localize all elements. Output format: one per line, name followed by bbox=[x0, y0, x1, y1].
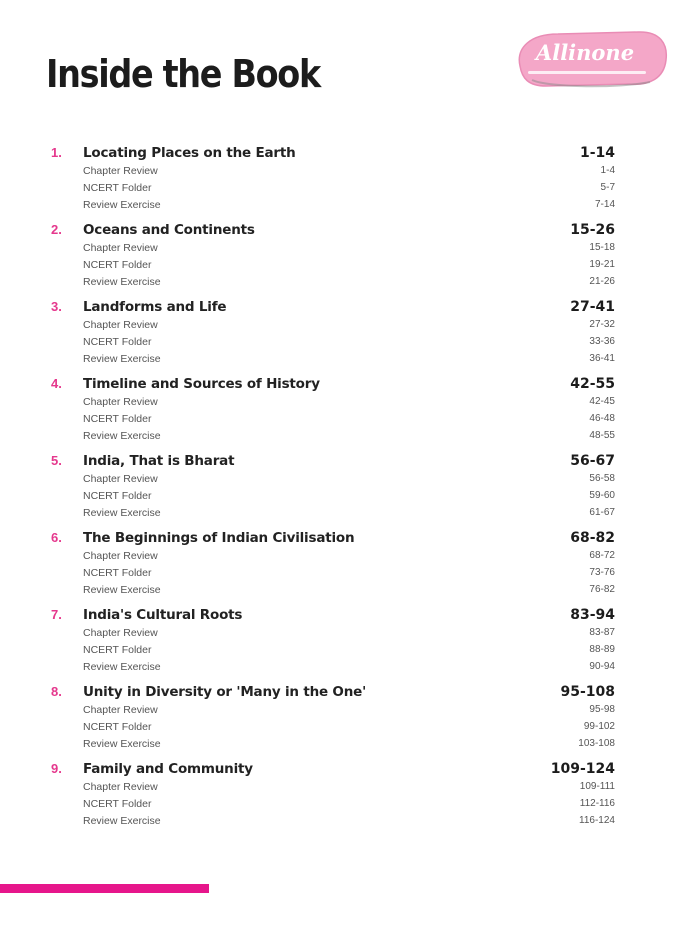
section-label[interactable]: Chapter Review bbox=[83, 550, 158, 562]
chapter-number: 1. bbox=[51, 145, 62, 160]
section-page-range: 109-111 bbox=[579, 781, 615, 792]
chapter-page-range: 68-82 bbox=[570, 530, 615, 546]
section-page-range: 7-14 bbox=[594, 199, 615, 210]
chapter-number: 2. bbox=[51, 222, 62, 237]
chapter-page-range: 42-55 bbox=[570, 376, 615, 392]
page-title: Inside the Book bbox=[46, 52, 320, 96]
logo-tagline bbox=[528, 71, 646, 74]
section-label[interactable]: Review Exercise bbox=[83, 276, 161, 288]
chapter-title[interactable]: Landforms and Life bbox=[83, 299, 227, 315]
chapter-title[interactable]: India's Cultural Roots bbox=[83, 607, 243, 623]
section-label[interactable]: Chapter Review bbox=[83, 627, 158, 639]
section-page-range: 76-82 bbox=[589, 584, 615, 595]
section-page-range: 33-36 bbox=[589, 336, 615, 347]
section-label[interactable]: Review Exercise bbox=[83, 353, 161, 365]
section-page-range: 103-108 bbox=[578, 738, 615, 749]
chapter-page-range: 109-124 bbox=[550, 761, 615, 777]
section-page-range: 36-41 bbox=[589, 353, 615, 364]
chapter-title[interactable]: Unity in Diversity or 'Many in the One' bbox=[83, 684, 367, 700]
section-page-range: 59-60 bbox=[589, 490, 615, 501]
chapter-page-range: 56-67 bbox=[570, 453, 615, 469]
chapter-title[interactable]: India, That is Bharat bbox=[83, 453, 235, 469]
section-label[interactable]: NCERT Folder bbox=[83, 721, 152, 733]
section-label[interactable]: NCERT Folder bbox=[83, 644, 152, 656]
section-label[interactable]: Review Exercise bbox=[83, 738, 161, 750]
section-label[interactable]: Review Exercise bbox=[83, 507, 161, 519]
section-page-range: 112-116 bbox=[579, 798, 615, 809]
section-page-range: 90-94 bbox=[589, 661, 615, 672]
chapter-title[interactable]: The Beginnings of Indian Civilisation bbox=[83, 530, 355, 546]
section-label[interactable]: Chapter Review bbox=[83, 165, 158, 177]
section-label[interactable]: Review Exercise bbox=[83, 199, 161, 211]
section-label[interactable]: Chapter Review bbox=[83, 781, 158, 793]
chapter-number: 4. bbox=[51, 376, 62, 391]
section-label[interactable]: NCERT Folder bbox=[83, 798, 152, 810]
section-page-range: 83-87 bbox=[589, 627, 615, 638]
allinone-logo bbox=[510, 22, 670, 94]
section-page-range: 46-48 bbox=[589, 413, 615, 424]
section-page-range: 21-26 bbox=[589, 276, 615, 287]
section-label[interactable]: Chapter Review bbox=[83, 473, 158, 485]
section-label[interactable]: NCERT Folder bbox=[83, 567, 152, 579]
chapter-number: 8. bbox=[51, 684, 62, 699]
chapter-page-range: 83-94 bbox=[570, 607, 615, 623]
chapter-page-range: 1-14 bbox=[579, 145, 615, 161]
section-page-range: 15-18 bbox=[589, 242, 615, 253]
chapter-title[interactable]: Oceans and Continents bbox=[83, 222, 255, 238]
section-label[interactable]: Review Exercise bbox=[83, 815, 161, 827]
chapter-number: 3. bbox=[51, 299, 62, 314]
section-label[interactable]: Chapter Review bbox=[83, 704, 158, 716]
chapter-number: 9. bbox=[51, 761, 62, 776]
section-page-range: 1-4 bbox=[600, 165, 615, 176]
chapter-number: 5. bbox=[51, 453, 62, 468]
chapter-title[interactable]: Family and Community bbox=[83, 761, 253, 777]
section-label[interactable]: NCERT Folder bbox=[83, 490, 152, 502]
section-page-range: 88-89 bbox=[589, 644, 615, 655]
section-label[interactable]: NCERT Folder bbox=[83, 413, 152, 425]
section-label[interactable]: NCERT Folder bbox=[83, 182, 152, 194]
chapter-page-range: 95-108 bbox=[560, 684, 615, 700]
section-page-range: 68-72 bbox=[589, 550, 615, 561]
chapter-title[interactable]: Locating Places on the Earth bbox=[83, 145, 296, 161]
chapter-page-range: 27-41 bbox=[570, 299, 615, 315]
chapter-number: 7. bbox=[51, 607, 62, 622]
section-page-range: 116-124 bbox=[579, 815, 615, 826]
section-page-range: 61-67 bbox=[589, 507, 615, 518]
section-page-range: 99-102 bbox=[583, 721, 615, 732]
section-label[interactable]: NCERT Folder bbox=[83, 259, 152, 271]
section-page-range: 95-98 bbox=[589, 704, 615, 715]
chapter-title[interactable]: Timeline and Sources of History bbox=[83, 376, 320, 392]
chapter-number: 6. bbox=[51, 530, 62, 545]
section-page-range: 48-55 bbox=[589, 430, 615, 441]
section-page-range: 19-21 bbox=[589, 259, 615, 270]
section-label[interactable]: Review Exercise bbox=[83, 430, 161, 442]
bottom-accent-bar bbox=[0, 884, 209, 893]
section-label[interactable]: Chapter Review bbox=[83, 396, 158, 408]
section-page-range: 56-58 bbox=[589, 473, 615, 484]
section-label[interactable]: Chapter Review bbox=[83, 242, 158, 254]
section-label[interactable]: Review Exercise bbox=[83, 661, 161, 673]
section-page-range: 73-76 bbox=[589, 567, 615, 578]
section-page-range: 5-7 bbox=[600, 182, 615, 193]
section-label[interactable]: NCERT Folder bbox=[83, 336, 152, 348]
section-label[interactable]: Chapter Review bbox=[83, 319, 158, 331]
logo-text: Allinone bbox=[535, 40, 635, 65]
section-page-range: 42-45 bbox=[589, 396, 615, 407]
chapter-page-range: 15-26 bbox=[570, 222, 615, 238]
section-label[interactable]: Review Exercise bbox=[83, 584, 161, 596]
section-page-range: 27-32 bbox=[589, 319, 615, 330]
